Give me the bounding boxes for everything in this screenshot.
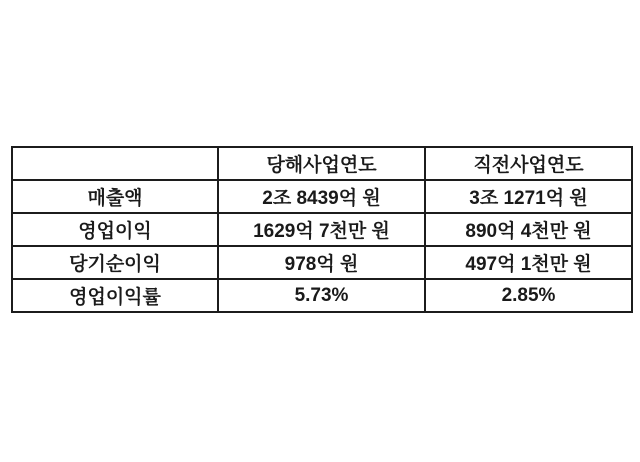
- table-row-revenue: [12, 180, 632, 213]
- row-label-operating-profit: 영업이익: [12, 213, 218, 246]
- cell-revenue-previous: 3조 1271억 원: [425, 180, 632, 213]
- row-label-revenue: 매출액: [12, 180, 218, 213]
- header-cell-current-year: 당해사업연도: [218, 147, 425, 180]
- table-row-net-income: [12, 246, 632, 279]
- cell-operating-profit-current: 1629억 7천만 원: [218, 213, 425, 246]
- cell-operating-profit-previous: 890억 4천만 원: [425, 213, 632, 246]
- cell-net-income-previous: 497억 1천만 원: [425, 246, 632, 279]
- financial-results-table: [11, 146, 633, 313]
- cell-net-income-current: 978억 원: [218, 246, 425, 279]
- header-cell-empty: [12, 147, 218, 180]
- cell-revenue-current: 2조 8439억 원: [218, 180, 425, 213]
- table-row-operating-margin: [12, 279, 632, 312]
- cell-operating-margin-previous: 2.85%: [425, 279, 632, 312]
- table-row-operating-profit: [12, 213, 632, 246]
- row-label-operating-margin: 영업이익률: [12, 279, 218, 312]
- cell-operating-margin-current: 5.73%: [218, 279, 425, 312]
- table-header-row: [12, 147, 632, 180]
- row-label-net-income: 당기순이익: [12, 246, 218, 279]
- header-cell-previous-year: 직전사업연도: [425, 147, 632, 180]
